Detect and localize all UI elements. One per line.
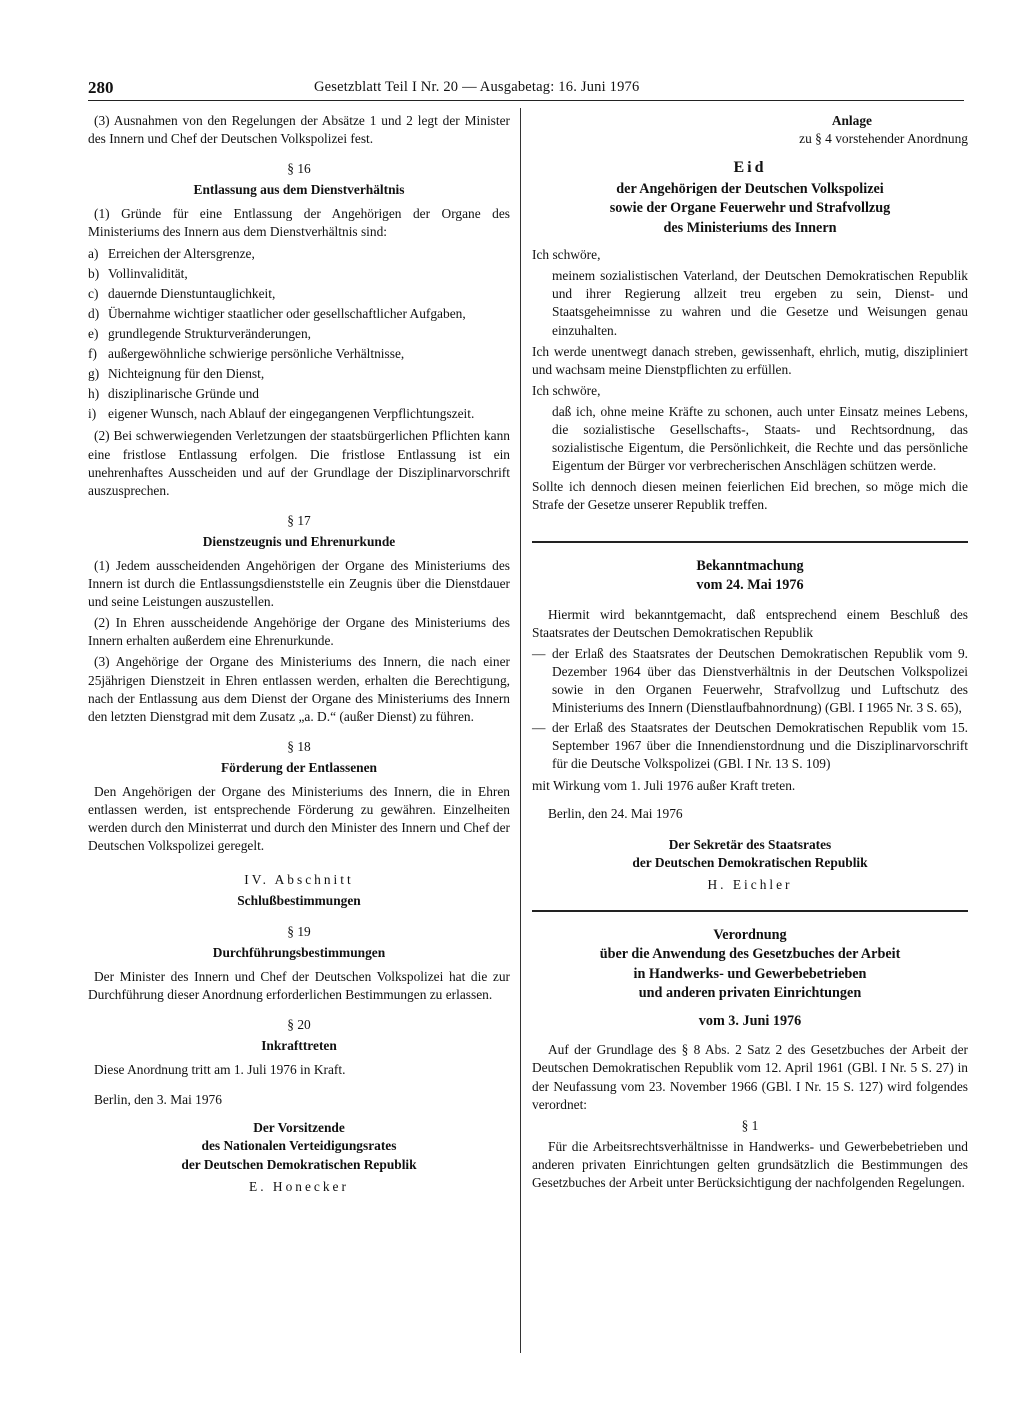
- section-19-title: Durchführungsbestimmungen: [212, 944, 386, 960]
- list-item-key: g): [88, 366, 100, 382]
- list-item: [532, 645, 968, 717]
- oath-text-3: daß ich, ohne meine Kräfte zu schonen, auch unter Einsatz meines Lebens, die sozialistische Gesellschafts-, Staats- und Rechtsordnung, das sozialistische Eigentum, die Persönlichkeit, die Rechte und das persönliche Eigentum der Bürger vor verbrecherischen Anschlägen schützen werde.: [552, 403, 968, 474]
- list-item-key: i): [88, 406, 97, 422]
- eid-title: Eid: [733, 159, 767, 177]
- list-item: [88, 325, 510, 343]
- list-item-text: Vollinvalidität,: [108, 265, 188, 281]
- bekanntmachung-place-date: Berlin, den 24. Mai 1976: [548, 806, 683, 822]
- list-item-text: der Erlaß des Staatsrates der Deutschen Demokratischen Republik vom 9. Dezember 1964 über das Dienstverhältnis in der Deutschen Volkspolizei sowie in den Organen Feuerwehr, Strafvollzug und Luftschutz des Ministeriums des Innern (Dienstlaufbahnordnung) (GBl. I 1965 Nr. 3 S. 65),: [552, 645, 968, 715]
- eid-subtitle-1: der Angehörigen der Deutschen Volkspolizei: [616, 180, 884, 197]
- list-item: [88, 365, 510, 383]
- list-item: [88, 405, 510, 423]
- list-item-text: disziplinarische Gründe und: [108, 386, 259, 402]
- bekanntmachung-date: vom 24. Mai 1976: [696, 577, 804, 593]
- oath-text-2: Ich werde unentwegt danach streben, gewissenhaft, ehrlich, mutig, diszipliniert und wachsam meine Dienstpflichten zu erfüllen.: [532, 343, 968, 377]
- list-item-key: c): [88, 285, 99, 301]
- bekanntmachung-signer-1: Der Sekretär des Staatsrates: [668, 836, 832, 852]
- section-18-paragraph-1: Den Angehörigen der Organe des Ministeriums des Innern, die in Ehren entlassen werden, ist entsprechende Förderung zu gewähren. Einzelheiten werden durch den Ministerrat und durch den Minister des Innern und Chef der Deutschen Volkspolizei geregelt.: [88, 784, 510, 854]
- list-item-key: d): [88, 305, 100, 321]
- verordnung-date: vom 3. Juni 1976: [698, 1012, 802, 1029]
- list-item-text: Erreichen der Altersgrenze,: [108, 245, 255, 261]
- section-20-title: Inkrafttreten: [261, 1038, 337, 1054]
- abschnitt-number: IV. Abschnitt: [244, 872, 354, 888]
- section-16-list: [88, 245, 510, 424]
- list-item-text: grundlegende Strukturveränderungen,: [108, 325, 312, 341]
- verordnung-intro: Auf der Grundlage des § 8 Abs. 2 Satz 2 des Gesetzbuches der Arbeit der Deutschen Demokratischen Republik vom 12. April 1961 (GBl. I Nr. 5 S. 27) in der Neufassung vom 23. November 1966 (GBl. I Nr. 15 S. 127) wird folgendes verordnet:: [532, 1042, 968, 1112]
- section-17-paragraph-3: (3) Angehörige der Organe des Ministeriums des Innern, die nach einer 25jährigen Dienstzeit in Ehren entlassen werden, erhalten die Berechtigung, nach der Entlassung aus dem Dienst der Organe des Ministeriums des Innern den letzten Dienstgrad mit dem Zusatz „a. D.“ (außer Dienst) zu führen.: [88, 654, 510, 724]
- signer-line-1: Der Vorsitzende: [253, 1120, 345, 1136]
- section-18-title: Förderung der Entlassenen: [221, 759, 377, 775]
- verordnung-title-2: über die Anwendung des Gesetzbuches der Arbeit: [599, 946, 901, 963]
- section-16-number: § 16: [287, 161, 311, 177]
- signer-name: E. Honecker: [249, 1178, 349, 1194]
- verordnung-section-1-number: § 1: [741, 1117, 759, 1133]
- list-item: [88, 385, 510, 403]
- divider-2: [532, 910, 968, 912]
- list-item-key: f): [88, 346, 97, 362]
- section-16-paragraph-2: (2) Bei schwerwiegenden Verletzungen der staatsbürgerlichen Pflichten kann eine fristlose Entlassung erfolgen. Die fristlose Entlassung ist ein unehrenhaftes Ausscheiden und auf der Grundlage der Disziplinarvorschrift auszusprechen.: [88, 428, 510, 498]
- section-18-number: § 18: [287, 738, 311, 754]
- section-17-paragraph-1: (1) Jedem ausscheidenden Angehörigen der Organe des Ministeriums des Innern ist durch die Entlassungsdienststelle ein Zeugnis über die Dienstdauer und seine Leistungen auszustellen.: [88, 557, 510, 610]
- list-item-key: e): [88, 325, 99, 341]
- left-column: [88, 112, 510, 1199]
- list-item: [88, 265, 510, 283]
- section-17-number: § 17: [287, 512, 311, 528]
- list-item-text: eigener Wunsch, nach Ablauf der eingegangenen Verpflichtungszeit.: [108, 406, 475, 422]
- section-17-title: Dienstzeugnis und Ehrenurkunde: [202, 533, 396, 549]
- section-19-paragraph-1: Der Minister des Innern und Chef der Deutschen Volkspolizei hat die zur Durchführung dieser Anordnung erforderlichen Bestimmungen zu erlassen.: [88, 968, 510, 1002]
- list-item: [88, 245, 510, 263]
- oath-text-4: Sollte ich dennoch diesen meinen feierlichen Eid brechen, so möge mich die Strafe der Gesetze unserer Republik treffen.: [532, 479, 968, 513]
- anlage-label: Anlage: [831, 113, 872, 128]
- oath-swear-1: Ich schwöre,: [532, 247, 601, 263]
- list-item-text: dauernde Dienstuntauglichkeit,: [108, 285, 276, 301]
- list-item-text: der Erlaß des Staatsrates der Deutschen Demokratischen Republik vom 15. September 1967 über die Innendienstordnung und die Disziplinarvorschrift für die Deutsche Volkspolizei (GBl. I Nr. 13 S. 109): [552, 720, 968, 772]
- list-item-text: Nichteignung für den Dienst,: [108, 366, 265, 382]
- verordnung-title-4: und anderen privaten Einrichtungen: [638, 985, 862, 1002]
- eid-subtitle-3: des Ministeriums des Innern: [663, 219, 837, 236]
- list-item: [88, 345, 510, 363]
- section-17-paragraph-2: (2) In Ehren ausscheidende Angehörige der Organe des Ministeriums des Innern erhalten außerdem eine Ehrenurkunde.: [88, 615, 510, 649]
- section-20-number: § 20: [287, 1016, 311, 1032]
- oath-swear-2: Ich schwöre,: [532, 382, 601, 398]
- bekanntmachung-title: Bekanntmachung: [696, 557, 804, 574]
- list-item-dash: —: [532, 645, 546, 661]
- section-19-number: § 19: [287, 923, 311, 939]
- section-16-paragraph-1: (1) Gründe für eine Entlassung der Angehörigen der Organe des Ministeriums des Innern aus dem Dienstverhältnis sind:: [88, 206, 510, 240]
- list-item: [88, 305, 510, 323]
- section-20-paragraph-1: Diese Anordnung tritt am 1. Juli 1976 in Kraft.: [94, 1062, 346, 1078]
- bekanntmachung-signer-name: H. Eichler: [707, 876, 793, 892]
- verordnung-title-3: in Handwerks- und Gewerbebetrieben: [633, 965, 867, 982]
- signer-line-3: der Deutschen Demokratischen Republik: [181, 1156, 417, 1172]
- abschnitt-title: Schlußbestimmungen: [237, 893, 361, 909]
- list-item-key: b): [88, 265, 100, 281]
- page-header: [88, 76, 964, 101]
- header-title: Gesetzblatt Teil I Nr. 20 — Ausgabetag: 16. Juni 1976: [314, 79, 640, 95]
- list-item-dash: —: [532, 720, 546, 736]
- list-item: [532, 719, 968, 773]
- page-number: 280: [88, 78, 114, 97]
- list-item-text: außergewöhnliche schwierige persönliche Verhältnisse,: [108, 346, 405, 362]
- eid-subtitle-2: sowie der Organe Feuerwehr und Strafvollzug: [609, 200, 891, 217]
- signer-line-2: des Nationalen Verteidigungsrates: [201, 1138, 397, 1154]
- section-16-title: Entlassung aus dem Dienstverhältnis: [193, 182, 405, 198]
- list-item-key: h): [88, 386, 100, 402]
- verordnung-title-1: Verordnung: [713, 926, 787, 943]
- bekanntmachung-intro: Hiermit wird bekanntgemacht, daß entsprechend einem Beschluß des Staatsrates der Deutschen Demokratischen Republik: [532, 606, 968, 640]
- list-item-text: Übernahme wichtiger staatlicher oder gesellschaftlicher Aufgaben,: [108, 305, 466, 321]
- verordnung-section-1-text: Für die Arbeitsrechtsverhältnisse in Handwerks- und Gewerbebetrieben und anderen privaten Einrichtungen gelten grundsätzlich die Bestimmungen des Gesetzbuches der Arbeit unter Berücksichtigung der nachfolgenden Regelungen.: [532, 1138, 968, 1190]
- bekanntmachung-outro: mit Wirkung vom 1. Juli 1976 außer Kraft treten.: [532, 778, 796, 794]
- bekanntmachung-list: [532, 645, 968, 774]
- column-divider: [520, 108, 521, 1353]
- place-date: Berlin, den 3. Mai 1976: [94, 1092, 222, 1108]
- right-column: [532, 112, 968, 1195]
- list-item-key: a): [88, 245, 99, 261]
- oath-text-1: meinem sozialistischen Vaterland, der Deutschen Demokratischen Republik und ihrer Regierung allzeit treu ergeben zu sein, Dienst- und Staatsgeheimnisse zu wahren und die Gesetze und Weisungen genau einzuhalten.: [552, 268, 968, 338]
- anlage-reference: zu § 4 vorstehender Anordnung: [799, 131, 968, 147]
- paragraph-15-3: (3) Ausnahmen von den Regelungen der Absätze 1 und 2 legt der Minister des Innern und Chef der Deutschen Volkspolizei fest.: [88, 113, 510, 147]
- bekanntmachung-signer-2: der Deutschen Demokratischen Republik: [632, 854, 868, 870]
- divider-1: [532, 541, 968, 543]
- list-item: [88, 285, 510, 303]
